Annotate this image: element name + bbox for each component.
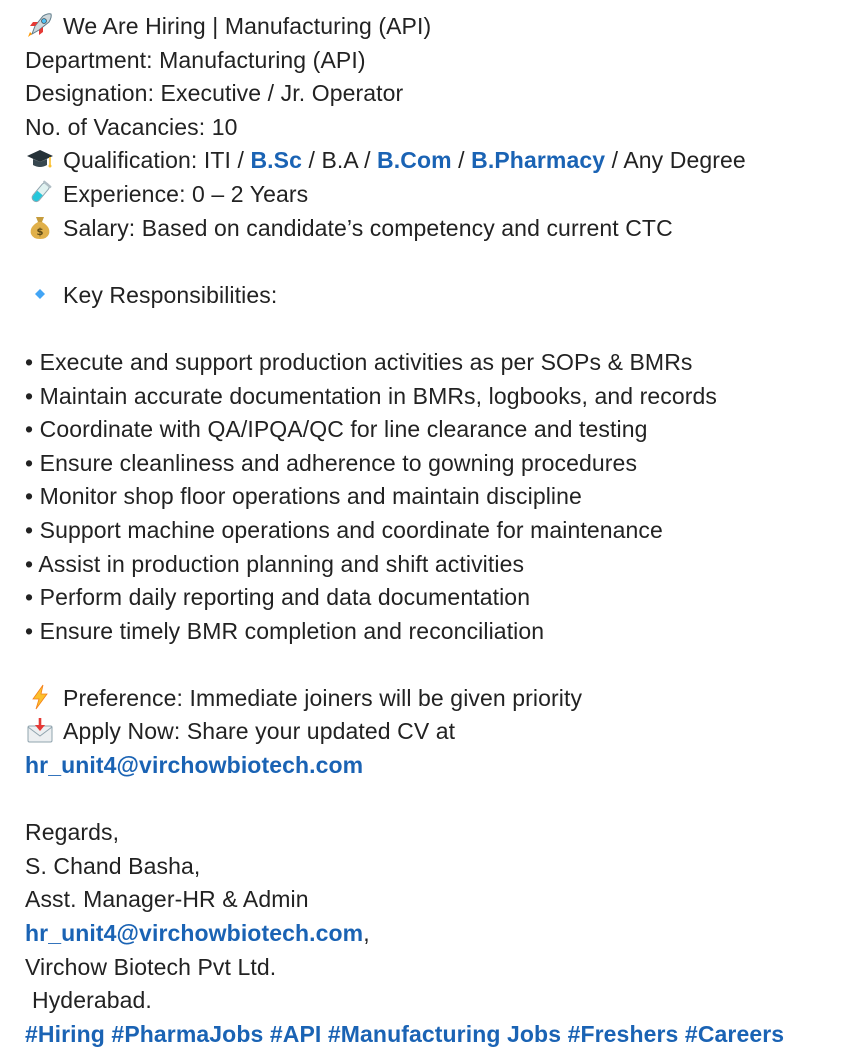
apply-text: Apply Now: Share your updated CV at <box>63 718 456 745</box>
vacancies-line: No. of Vacancies: 10 <box>25 113 238 140</box>
svg-text:$: $ <box>36 226 44 238</box>
spacer <box>25 648 855 682</box>
list-item: • Execute and support production activities as per SOPs & BMRs <box>25 348 693 375</box>
money-bag-icon <box>25 214 55 240</box>
email-line <box>25 749 855 783</box>
qualification-mid1: / B.A / <box>302 147 378 174</box>
hashtags-line[interactable]: #Hiring #PharmaJobs #API #Manufacturing Jobs #Freshers #Careers <box>25 1020 785 1047</box>
experience-text: Experience: 0 – 2 Years <box>63 180 309 207</box>
company-name: Virchow Biotech Pvt Ltd. <box>25 953 277 980</box>
regards-line: Regards, <box>25 819 120 846</box>
signer-email-suffix: , <box>363 920 370 947</box>
responsibilities-heading-line <box>25 279 855 313</box>
bpharmacy-hashtag-link[interactable]: B.Pharmacy <box>471 147 606 174</box>
list-item: • Coordinate with QA/IPQA/QC for line clearance and testing <box>25 416 648 443</box>
salary-line <box>25 212 855 246</box>
signer-email-line <box>25 917 855 951</box>
list-item: • Maintain accurate documentation in BMRs, logbooks, and records <box>25 382 718 409</box>
list-item: • Ensure timely BMR completion and reconciliation <box>25 617 545 644</box>
list-item: • Ensure cleanliness and adherence to gowning procedures <box>25 449 638 476</box>
qualification-prefix: Qualification: ITI / <box>63 147 251 174</box>
lightning-icon <box>25 684 55 710</box>
qualification-line <box>25 144 855 178</box>
department-line: Department: Manufacturing (API) <box>25 46 366 73</box>
responsibilities-heading: Key Responsibilities: <box>63 281 278 308</box>
email-link[interactable]: hr_unit4@virchowbiotech.com <box>25 752 364 779</box>
test-tube-icon <box>25 180 55 206</box>
designation-line: Designation: Executive / Jr. Operator <box>25 80 404 107</box>
list-item: • Assist in production planning and shift activities <box>25 550 525 577</box>
salary-text: Salary: Based on candidate’s competency and current CTC <box>63 214 673 241</box>
list-item: • Support machine operations and coordinate for maintenance <box>25 516 663 543</box>
preference-line <box>25 682 855 716</box>
spacer <box>25 312 855 346</box>
rocket-icon <box>25 12 55 38</box>
signer-email-link[interactable]: hr_unit4@virchowbiotech.com <box>25 920 364 947</box>
spacer <box>25 783 855 817</box>
spacer <box>25 245 855 279</box>
apply-line <box>25 715 855 749</box>
experience-line <box>25 178 855 212</box>
city-name: Hyderabad. <box>32 987 152 1014</box>
qualification-mid2: / <box>451 147 472 174</box>
job-post <box>25 10 855 1051</box>
title-line <box>25 10 855 44</box>
list-item: • Monitor shop floor operations and maintain discipline <box>25 483 582 510</box>
list-item: • Perform daily reporting and data documentation <box>25 584 531 611</box>
graduation-cap-icon <box>25 146 55 172</box>
envelope-arrow-icon <box>25 717 55 743</box>
preference-text: Preference: Immediate joiners will be given priority <box>63 684 583 711</box>
bsc-hashtag-link[interactable]: B.Sc <box>250 147 302 174</box>
signer-title: Asst. Manager-HR & Admin <box>25 886 309 913</box>
qualification-suffix: / Any Degree <box>605 147 746 174</box>
title-text: We Are Hiring | Manufacturing (API) <box>63 13 432 39</box>
signer-name: S. Chand Basha, <box>25 852 201 879</box>
responsibilities-list <box>25 346 855 648</box>
bcom-hashtag-link[interactable]: B.Com <box>377 147 452 174</box>
blue-diamond-icon <box>25 281 55 307</box>
